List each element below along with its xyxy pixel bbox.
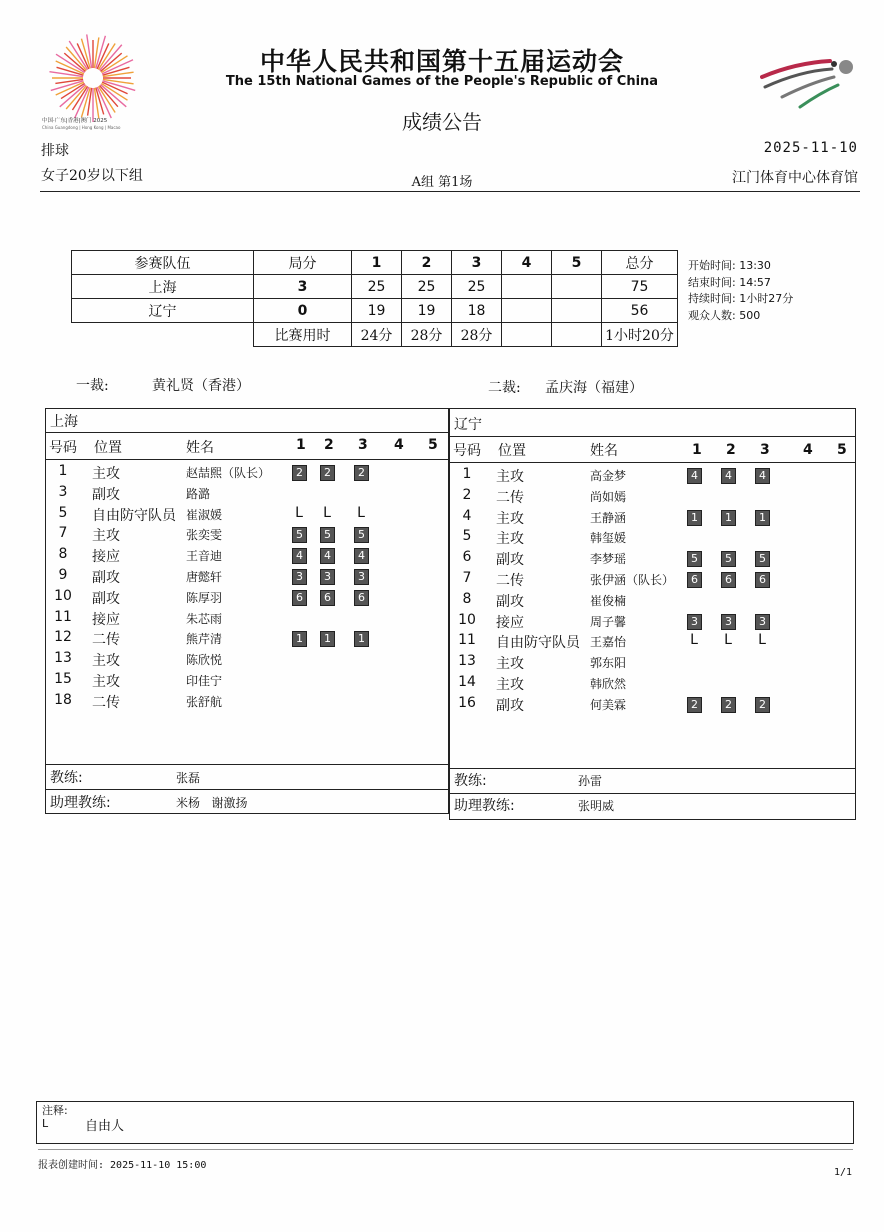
lineup-position-box: 4 (755, 468, 770, 484)
player-name: 郭东阳 (590, 656, 627, 671)
left-player-row (46, 567, 448, 587)
left-player-row (46, 505, 448, 525)
col-set5: 5 (837, 442, 847, 458)
player-position: 副攻 (496, 593, 524, 610)
left-player-row (46, 609, 448, 629)
lineup-position-box: 3 (755, 614, 770, 630)
player-name: 崔淑媛 (186, 507, 223, 522)
player-number: 2 (462, 486, 472, 503)
col-number: 号码 (49, 440, 77, 456)
player-name: 崔俊楠 (590, 593, 627, 608)
player-position: 接应 (496, 614, 524, 631)
lineup-position-box: 6 (354, 590, 369, 606)
player-name: 王静涵 (590, 510, 627, 525)
right-player-row (450, 570, 855, 590)
player-name: 张舒航 (186, 694, 223, 709)
match-duration: 持续时间: 1小时27分 (688, 292, 794, 305)
lineup-position-box: 3 (292, 569, 307, 585)
player-position: 自由防守队员 (496, 635, 580, 652)
player-number: 16 (458, 694, 476, 711)
player-position: 副攻 (92, 590, 120, 607)
lineup-position-box: 5 (320, 527, 335, 543)
player-position: 副攻 (496, 697, 524, 714)
logo-caption: 中国·广东|香港|澳门 2025 (42, 118, 108, 124)
player-name: 朱芯雨 (186, 611, 223, 626)
player-position: 主攻 (92, 466, 120, 482)
player-position: 二传 (92, 632, 120, 649)
player-position: 主攻 (496, 510, 524, 527)
player-number: 6 (462, 549, 472, 566)
score-row-team2 (72, 299, 678, 323)
player-position: 主攻 (496, 677, 524, 693)
score-head-set5: 5 (552, 251, 602, 275)
left-player-row (46, 692, 448, 712)
event-title: 中华人民共和国第十五届运动会 (259, 47, 624, 76)
duration-label: 比赛用时 (254, 323, 352, 347)
report-date: 2025-11-10 (763, 140, 858, 156)
player-number: 10 (54, 587, 72, 604)
col-number: 号码 (453, 443, 481, 459)
player-name: 周子馨 (590, 614, 627, 629)
score-head-total: 总分 (602, 251, 678, 275)
team2-total: 56 (602, 299, 678, 323)
first-referee-label: 一裁: (76, 378, 109, 394)
team1-set3: 25 (452, 275, 502, 299)
team1-sets-won: 3 (254, 275, 352, 299)
team1-set2: 25 (402, 275, 452, 299)
player-number: 13 (458, 653, 476, 670)
player-number: 14 (458, 674, 476, 690)
duration-set5 (552, 323, 602, 347)
team1-set1: 25 (352, 275, 402, 299)
col-set5: 5 (428, 437, 438, 453)
lineup-position-box: 6 (292, 590, 307, 606)
team2-set5 (552, 299, 602, 323)
footer-divider (38, 1149, 853, 1150)
player-number: 11 (458, 632, 476, 649)
col-set3: 3 (358, 437, 368, 453)
right-player-row (450, 653, 855, 673)
duration-set2: 28分 (402, 323, 452, 347)
left-team-name: 上海 (50, 414, 78, 430)
player-number: 10 (458, 611, 476, 628)
first-referee: 黄礼贤（香港） (152, 378, 250, 394)
event-title-en: The 15th National Games of the People's Republic of China (225, 74, 659, 89)
lineup-position-box: 1 (354, 631, 369, 647)
lineup-position-box: 1 (292, 631, 307, 647)
right-player-row (450, 549, 855, 569)
player-name: 陈厚羽 (186, 590, 223, 605)
player-name: 张伊涵（队长） (590, 573, 675, 587)
right-assistant-label: 助理教练: (454, 798, 515, 814)
group-match-label: A组 第1场 (411, 175, 473, 190)
col-set4: 4 (394, 437, 404, 453)
duration-row (72, 323, 678, 347)
team2-name: 辽宁 (72, 299, 254, 323)
player-number: 18 (54, 691, 72, 708)
left-assistant-label: 助理教练: (50, 795, 111, 811)
col-set2: 2 (726, 442, 736, 458)
header-divider (40, 191, 860, 192)
team2-set4 (502, 299, 552, 323)
left-player-row (46, 463, 448, 483)
player-name: 尚如嫣 (590, 489, 627, 504)
left-coach: 张磊 (176, 771, 201, 785)
lineup-position-box: 2 (354, 465, 369, 481)
lineup-position-box: 6 (755, 572, 770, 588)
left-player-row (46, 629, 448, 649)
end-time: 结束时间: 14:57 (688, 275, 771, 289)
col-name: 姓名 (590, 443, 618, 459)
libero-mark: L (323, 504, 331, 521)
start-time: 开始时间: 13:30 (688, 259, 771, 272)
sport-label: 排球 (41, 143, 69, 159)
category-label: 女子20岁以下组 (41, 168, 143, 184)
libero-mark: L (758, 632, 766, 649)
col-set1: 1 (692, 442, 702, 458)
lineup-position-box: 1 (721, 510, 736, 526)
player-position: 主攻 (496, 656, 524, 673)
match-info (688, 258, 793, 324)
score-head-set1: 1 (352, 251, 402, 275)
report-title: 成绩公告 (402, 110, 482, 134)
player-position: 接应 (92, 611, 120, 628)
spectator-count: 观众人数: 500 (688, 308, 761, 322)
player-position: 主攻 (496, 531, 524, 548)
lineup-position-box: 4 (320, 548, 335, 564)
player-name: 张奕雯 (186, 528, 223, 543)
right-coach: 孙雷 (578, 774, 603, 788)
team2-set3: 18 (452, 299, 502, 323)
player-name: 赵喆熙（队长） (186, 466, 271, 480)
right-coach-label: 教练: (454, 773, 487, 789)
libero-mark: L (690, 632, 698, 649)
lineup-position-box: 4 (721, 468, 736, 484)
roster-panel-right (449, 408, 856, 820)
player-position: 主攻 (92, 528, 120, 545)
notes-text: 自由人 (85, 1119, 125, 1134)
player-position: 二传 (496, 489, 524, 506)
player-name: 韩玺媛 (590, 531, 627, 546)
lineup-position-box: 5 (687, 551, 702, 567)
report-created-time: 报表创建时间: 2025-11-10 15:00 (38, 1160, 207, 1171)
player-position: 主攻 (92, 653, 120, 670)
col-set3: 3 (760, 442, 770, 458)
player-number: 12 (54, 629, 72, 646)
player-position: 副攻 (92, 486, 120, 503)
player-name: 熊芹清 (186, 632, 223, 647)
col-name: 姓名 (186, 440, 214, 456)
team1-name: 上海 (72, 275, 254, 299)
player-name: 唐懿轩 (186, 570, 223, 584)
player-position: 自由防守队员 (92, 507, 176, 524)
left-player-row (46, 588, 448, 608)
right-player-row (450, 612, 855, 632)
player-position: 二传 (92, 694, 120, 711)
notes-title: 注释: (42, 1104, 68, 1117)
col-position: 位置 (498, 443, 526, 459)
left-player-row (46, 650, 448, 670)
score-head-set4: 4 (502, 251, 552, 275)
player-number: 11 (54, 608, 72, 625)
player-position: 二传 (496, 573, 524, 589)
player-number: 7 (58, 525, 68, 542)
lineup-position-box: 2 (320, 465, 335, 481)
lineup-position-box: 1 (755, 510, 770, 526)
player-number: 1 (462, 466, 472, 482)
notes-key: L (42, 1117, 49, 1130)
player-number: 8 (58, 546, 68, 563)
col-position: 位置 (94, 440, 122, 456)
player-number: 5 (462, 528, 472, 545)
team1-total: 75 (602, 275, 678, 299)
left-assistant: 米杨 谢激扬 (176, 796, 248, 810)
lineup-position-box: 1 (320, 631, 335, 647)
lineup-position-box: 2 (721, 697, 736, 713)
second-referee-label: 二裁: (488, 380, 521, 396)
right-assistant: 张明威 (578, 799, 615, 813)
left-player-row (46, 484, 448, 504)
duration-set4 (502, 323, 552, 347)
player-position: 主攻 (92, 674, 120, 690)
lineup-position-box: 6 (721, 572, 736, 588)
player-name: 陈欣悦 (186, 653, 223, 668)
libero-mark: L (357, 504, 365, 521)
lineup-position-box: 2 (292, 465, 307, 481)
logo-caption-en: China Guangdong | Hong Kong | Macao (42, 125, 121, 130)
right-player-row (450, 508, 855, 528)
col-set4: 4 (803, 442, 813, 458)
right-player-row (450, 487, 855, 507)
player-number: 7 (462, 570, 472, 586)
player-position: 接应 (92, 549, 120, 566)
player-number: 9 (58, 567, 68, 583)
lineup-position-box: 4 (354, 548, 369, 564)
player-number: 13 (54, 650, 72, 667)
lineup-position-box: 5 (292, 527, 307, 543)
score-header-row (72, 251, 678, 275)
player-position: 主攻 (496, 469, 524, 485)
player-name: 王音迪 (186, 549, 223, 564)
venue-label: 江门体育中心体育馆 (732, 170, 858, 186)
left-player-row (46, 546, 448, 566)
lineup-position-box: 6 (320, 590, 335, 606)
right-team-name: 辽宁 (454, 417, 482, 433)
lineup-position-box: 3 (721, 614, 736, 630)
player-position: 副攻 (92, 570, 120, 586)
player-name: 路潞 (186, 486, 211, 501)
lineup-position-box: 4 (292, 548, 307, 564)
player-name: 印佳宁 (186, 674, 223, 688)
player-number: 5 (58, 504, 68, 521)
lineup-position-box: 3 (354, 569, 369, 585)
score-head-set2: 2 (402, 251, 452, 275)
lineup-position-box: 1 (687, 510, 702, 526)
player-number: 1 (58, 463, 68, 479)
col-set2: 2 (324, 437, 334, 453)
lineup-position-box: 3 (687, 614, 702, 630)
left-coach-label: 教练: (50, 770, 83, 786)
right-player-row (450, 591, 855, 611)
player-name: 韩欣然 (590, 677, 627, 691)
player-number: 15 (54, 671, 72, 687)
notes-box (36, 1101, 854, 1144)
player-number: 8 (462, 590, 472, 607)
right-player-row (450, 674, 855, 694)
duration-set1: 24分 (352, 323, 402, 347)
duration-set3: 28分 (452, 323, 502, 347)
team2-set2: 19 (402, 299, 452, 323)
right-player-row (450, 528, 855, 548)
lineup-position-box: 5 (755, 551, 770, 567)
team2-sets-won: 0 (254, 299, 352, 323)
player-name: 何美霖 (590, 697, 627, 712)
score-head-set3: 3 (452, 251, 502, 275)
score-table (71, 250, 678, 347)
right-player-row (450, 695, 855, 715)
lineup-position-box: 2 (687, 697, 702, 713)
lineup-position-box: 5 (354, 527, 369, 543)
col-set1: 1 (296, 437, 306, 453)
player-name: 李梦瑶 (590, 552, 627, 567)
lineup-position-box: 4 (687, 468, 702, 484)
lineup-position-box: 2 (755, 697, 770, 713)
left-player-row (46, 671, 448, 691)
libero-mark: L (295, 504, 303, 521)
roster-panel-left (45, 408, 449, 814)
duration-total: 1小时20分 (602, 323, 678, 347)
player-name: 王嘉怡 (590, 635, 627, 650)
team1-set5 (552, 275, 602, 299)
lineup-position-box: 5 (721, 551, 736, 567)
second-referee: 孟庆海（福建） (545, 380, 643, 396)
right-player-row (450, 632, 855, 652)
team1-set4 (502, 275, 552, 299)
player-name: 高金梦 (590, 469, 627, 483)
lineup-position-box: 3 (320, 569, 335, 585)
lineup-position-box: 6 (687, 572, 702, 588)
team2-set1: 19 (352, 299, 402, 323)
player-number: 4 (462, 507, 472, 524)
player-position: 副攻 (496, 552, 524, 569)
left-player-row (46, 525, 448, 545)
score-head-sets: 局分 (254, 251, 352, 275)
libero-mark: L (724, 632, 732, 649)
player-number: 3 (58, 483, 68, 500)
score-row-team1 (72, 275, 678, 299)
score-head-team: 参赛队伍 (72, 251, 254, 275)
page-number: 1/1 (833, 1167, 852, 1178)
right-player-row (450, 466, 855, 486)
